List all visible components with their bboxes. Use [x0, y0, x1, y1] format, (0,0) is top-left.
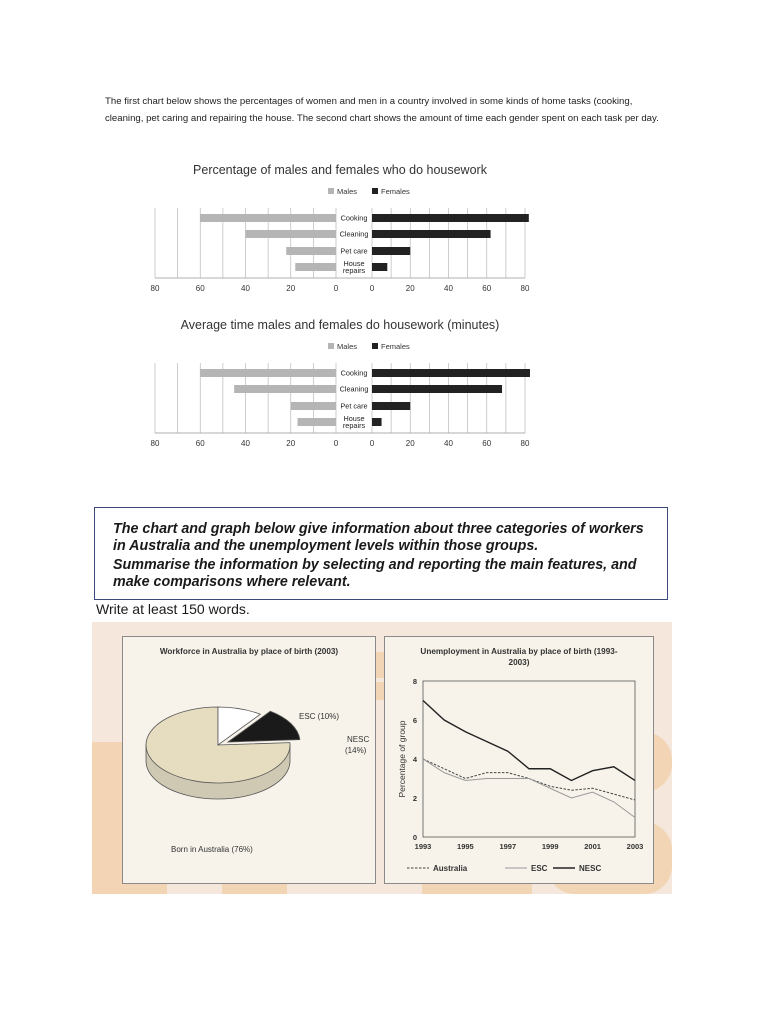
- legend-label-esc: ESC: [531, 864, 548, 873]
- figure-panel: [92, 622, 672, 894]
- legend-swatch-females: [372, 188, 378, 194]
- x-tick-label: 80: [520, 284, 530, 293]
- category-label: House: [343, 259, 365, 268]
- x-tick-label: 2003: [626, 842, 644, 851]
- y-tick-label: 8: [412, 677, 417, 686]
- percentage-bar-chart: [150, 158, 530, 298]
- legend-label-australia: Australia: [433, 864, 468, 873]
- y-tick-label: 0: [412, 833, 417, 842]
- x-tick-label: 0: [369, 284, 375, 293]
- pie-label-esc: ESC (10%): [299, 712, 340, 721]
- pie-title-text: Workforce in Australia by place of birth (2003): [159, 647, 339, 656]
- intro-paragraph: The first chart below shows the percentages of women and men in a country involved in some kinds of home tasks (cooking, cleaning, pet caring and repairing the house. The second chart shows the amount of time each gender spent on each task per day.: [105, 96, 659, 124]
- legend-label-males: Males: [337, 187, 358, 196]
- x-tick-label: 0: [333, 284, 339, 293]
- category-label: Pet care: [340, 246, 368, 256]
- x-tick-label: 40: [444, 439, 453, 448]
- category-label: House: [343, 414, 365, 423]
- category-label: Cooking: [340, 368, 368, 378]
- minutes-bar-chart: [150, 313, 530, 463]
- line-chart: [385, 637, 655, 885]
- category-label: Cleaning: [339, 384, 369, 394]
- x-tick-label: 20: [405, 284, 415, 293]
- legend-label-females: Females: [381, 342, 410, 351]
- x-tick-label: 20: [286, 439, 296, 448]
- legend-swatch-males: [328, 188, 334, 194]
- bar-males-1: [246, 230, 337, 238]
- x-tick-label: 2001: [584, 842, 601, 851]
- category-label: Pet care: [340, 401, 368, 411]
- x-tick-label: 60: [482, 284, 492, 293]
- task-instruction: Summarise the information by selecting and reporting the main features, and make comparisons where relevant.: [113, 557, 637, 590]
- bar-females-2: [372, 402, 410, 410]
- pie-label-nesc-pct: (14%): [345, 746, 367, 755]
- pie-label-australia: Born in Australia (76%): [171, 845, 253, 854]
- x-tick-label: 80: [150, 284, 160, 293]
- bar-males-2: [286, 247, 336, 255]
- word-count-instruction: Write at least 150 words.: [96, 601, 250, 617]
- bar-females-0: [372, 214, 529, 222]
- x-tick-label: 40: [444, 284, 453, 293]
- x-tick-label: 1999: [541, 842, 559, 851]
- task-prompt: The chart and graph below give information about three categories of workers in Australia and the unemployment levels within those groups.: [113, 521, 644, 554]
- category-label: Cleaning: [339, 229, 369, 239]
- category-label: Cooking: [340, 213, 368, 223]
- x-tick-label: 40: [241, 439, 250, 448]
- bar-males-2: [291, 402, 336, 410]
- x-tick-label: 0: [369, 439, 375, 448]
- x-tick-label: 60: [195, 284, 205, 293]
- x-tick-label: 40: [241, 284, 250, 293]
- bar-females-1: [372, 385, 502, 393]
- pie-label-nesc: NESC: [347, 735, 370, 744]
- bar-females-2: [372, 247, 410, 255]
- chart-title: Average time males and females do housework (minutes): [180, 318, 500, 332]
- bar-females-1: [372, 230, 491, 238]
- chart-title: Percentage of males and females who do housework: [193, 163, 487, 177]
- x-tick-label: 80: [150, 439, 160, 448]
- x-tick-label: 1997: [499, 842, 517, 851]
- x-tick-label: 1995: [457, 842, 474, 851]
- legend-label-males: Males: [337, 342, 358, 351]
- bar-males-0: [200, 214, 336, 222]
- series-line-esc: [423, 759, 635, 818]
- y-tick-label: 6: [412, 716, 417, 725]
- legend-label-females: Females: [381, 187, 410, 196]
- bar-males-0: [200, 369, 336, 377]
- series-line-nesc: [423, 701, 635, 781]
- bar-males-3: [295, 263, 336, 271]
- legend-swatch-males: [328, 343, 334, 349]
- line-title-text: Unemployment in Australia by place of birth (1993-2003): [420, 647, 618, 667]
- x-tick-label: 80: [520, 439, 530, 448]
- pie-chart-panel: [122, 636, 376, 884]
- x-tick-label: 0: [333, 439, 339, 448]
- x-tick-label: 60: [482, 439, 492, 448]
- legend-label-nesc: NESC: [579, 864, 602, 873]
- y-axis-label: Percentage of group: [397, 720, 407, 798]
- category-label: repairs: [342, 266, 366, 275]
- line-chart-panel: [384, 636, 654, 884]
- plot-frame: [423, 681, 635, 837]
- y-tick-label: 2: [412, 794, 417, 803]
- y-tick-label: 4: [412, 755, 417, 764]
- bar-males-1: [234, 385, 336, 393]
- task-box: [94, 507, 668, 600]
- x-tick-label: 60: [195, 439, 205, 448]
- bar-females-0: [372, 369, 530, 377]
- bar-females-3: [372, 418, 382, 426]
- category-label: repairs: [342, 421, 366, 430]
- pie-chart: [123, 637, 377, 885]
- x-tick-label: 1993: [414, 842, 432, 851]
- bar-males-3: [298, 418, 336, 426]
- x-tick-label: 20: [405, 439, 415, 448]
- series-line-australia: [423, 759, 635, 800]
- bar-females-3: [372, 263, 387, 271]
- legend-swatch-females: [372, 343, 378, 349]
- x-tick-label: 20: [286, 284, 296, 293]
